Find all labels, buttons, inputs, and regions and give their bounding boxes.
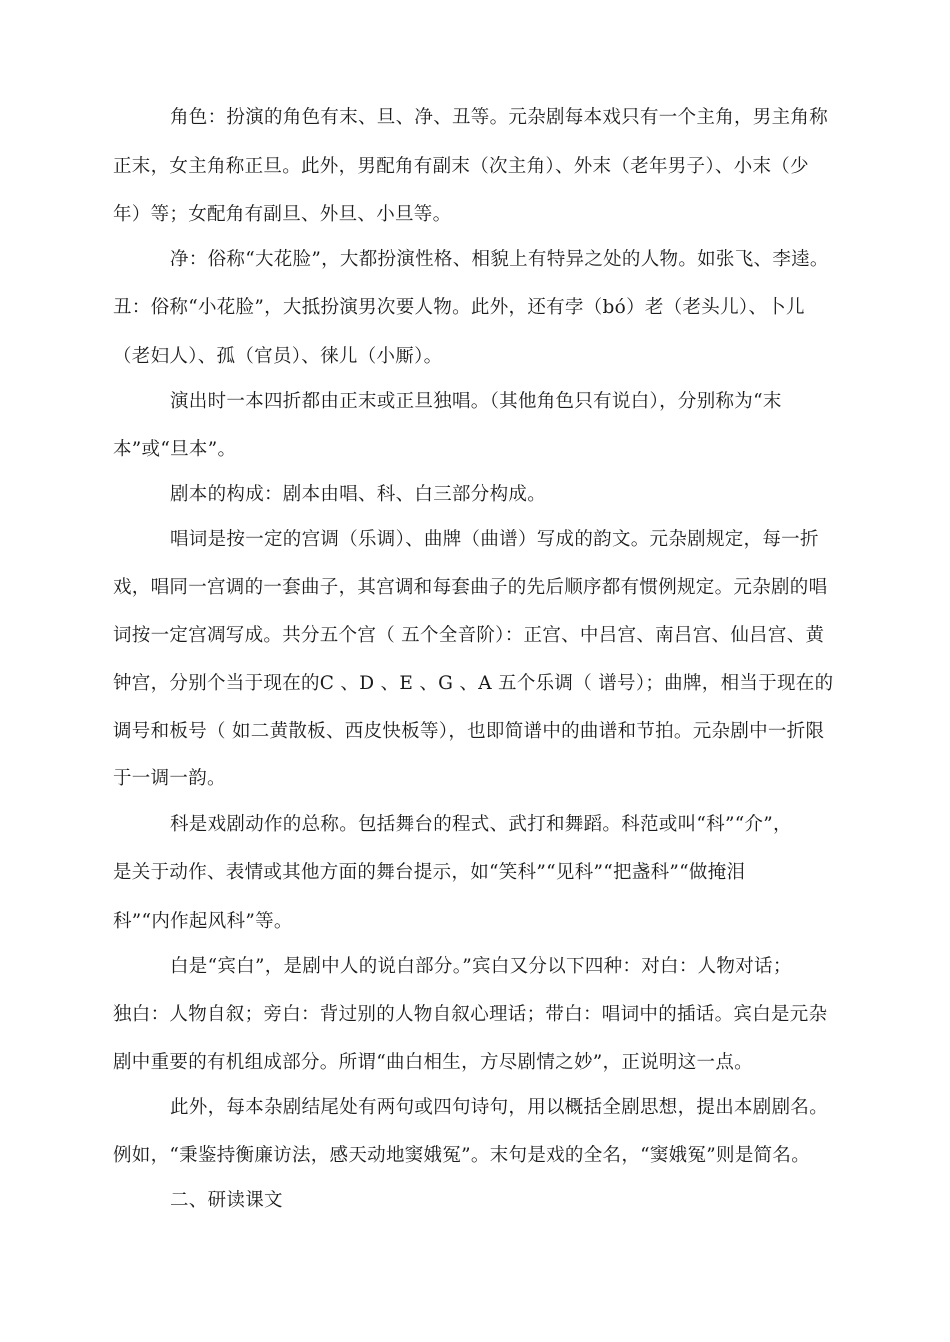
text-line: 正末，女主角称正旦。此外，男配角有副末（次主角）、外末（老年男子）、小末（少 [113,156,809,177]
text-line: 角色：扮演的角色有末、旦、净、丑等。元杂剧每本戏只有一个主角，男主角称 [170,107,829,128]
text-line: 本”或“旦本”。 [113,439,237,460]
text-line: （老妇人）、孤（官员）、徕儿（小厮）。 [113,346,443,367]
section-heading: 二、研读课文 [170,1190,283,1211]
text-line: 此外，每本杂剧结尾处有两句或四句诗句，用以概括全剧思想，提出本剧剧名。 [170,1097,829,1118]
text-line: 白是“宾白”，是剧中人的说白部分。”宾白又分以下四种：对白：人物对话； [170,956,792,977]
text-line: 独白：人物自叙；旁白：背过别的人物自叙心理话；带白：唱词中的插话。宾白是元杂 [113,1004,828,1025]
text-line: 例如，“秉鉴持衡廉访法，感天动地窦娥冤”。末句是戏的全名，“窦娥冤”则是简名。 [113,1145,811,1166]
text-line: 词按一定宫凋写成。共分五个宫（ 五个全音阶）：正宫、中吕宫、南吕宫、仙吕宫、黄 [113,625,825,646]
text-line: 是关于动作、表情或其他方面的舞台提示，如“笑科”“见科”“把盏科”“做掩泪 [113,862,746,883]
text-line: 年）等；女配角有副旦、外旦、小旦等。 [113,204,452,225]
text-line: 净：俗称“大花脸”，大都扮演性格、相貌上有特异之处的人物。如张飞、李逵。 [170,249,829,270]
text-line: 于一调一韵。 [113,768,226,789]
text-line: 科”“内作起风科”等。 [113,911,293,932]
text-line: 戏，唱同一宫调的一套曲子，其宫调和每套曲子的先后顺序都有惯例规定。元杂剧的唱 [113,577,828,598]
text-line: 剧中重要的有机组成部分。所谓“曲白相生，方尽剧情之妙”，正说明这一点。 [113,1052,753,1073]
text-line: 丑：俗称“小花脸”，大抵扮演男次要人物。此外，还有孛（bó）老（老头儿）、卜儿 [113,297,805,318]
text-line: 调号和板号（ 如二黄散板、西皮快板等），也即简谱中的曲谱和节拍。元杂剧中一折限 [113,721,825,742]
text-line: 科是戏剧动作的总称。包括舞台的程式、武打和舞蹈。科范或叫“科”“介”， [170,814,792,835]
text-line: 钟宫，分别个当于现在的C 、D 、E 、G 、A 五个乐调（ 谱号）；曲牌，相当于现在的 [113,673,834,694]
text-line: 唱词是按一定的宫调（乐调）、曲牌（曲谱）写成的韵文。元杂剧规定，每一折 [170,529,819,550]
text-line: 演出时一本四折都由正末或正旦独唱。（其他角色只有说白），分别称为“末 [170,391,782,412]
text-line: 剧本的构成：剧本由唱、科、白三部分构成。 [170,484,547,505]
